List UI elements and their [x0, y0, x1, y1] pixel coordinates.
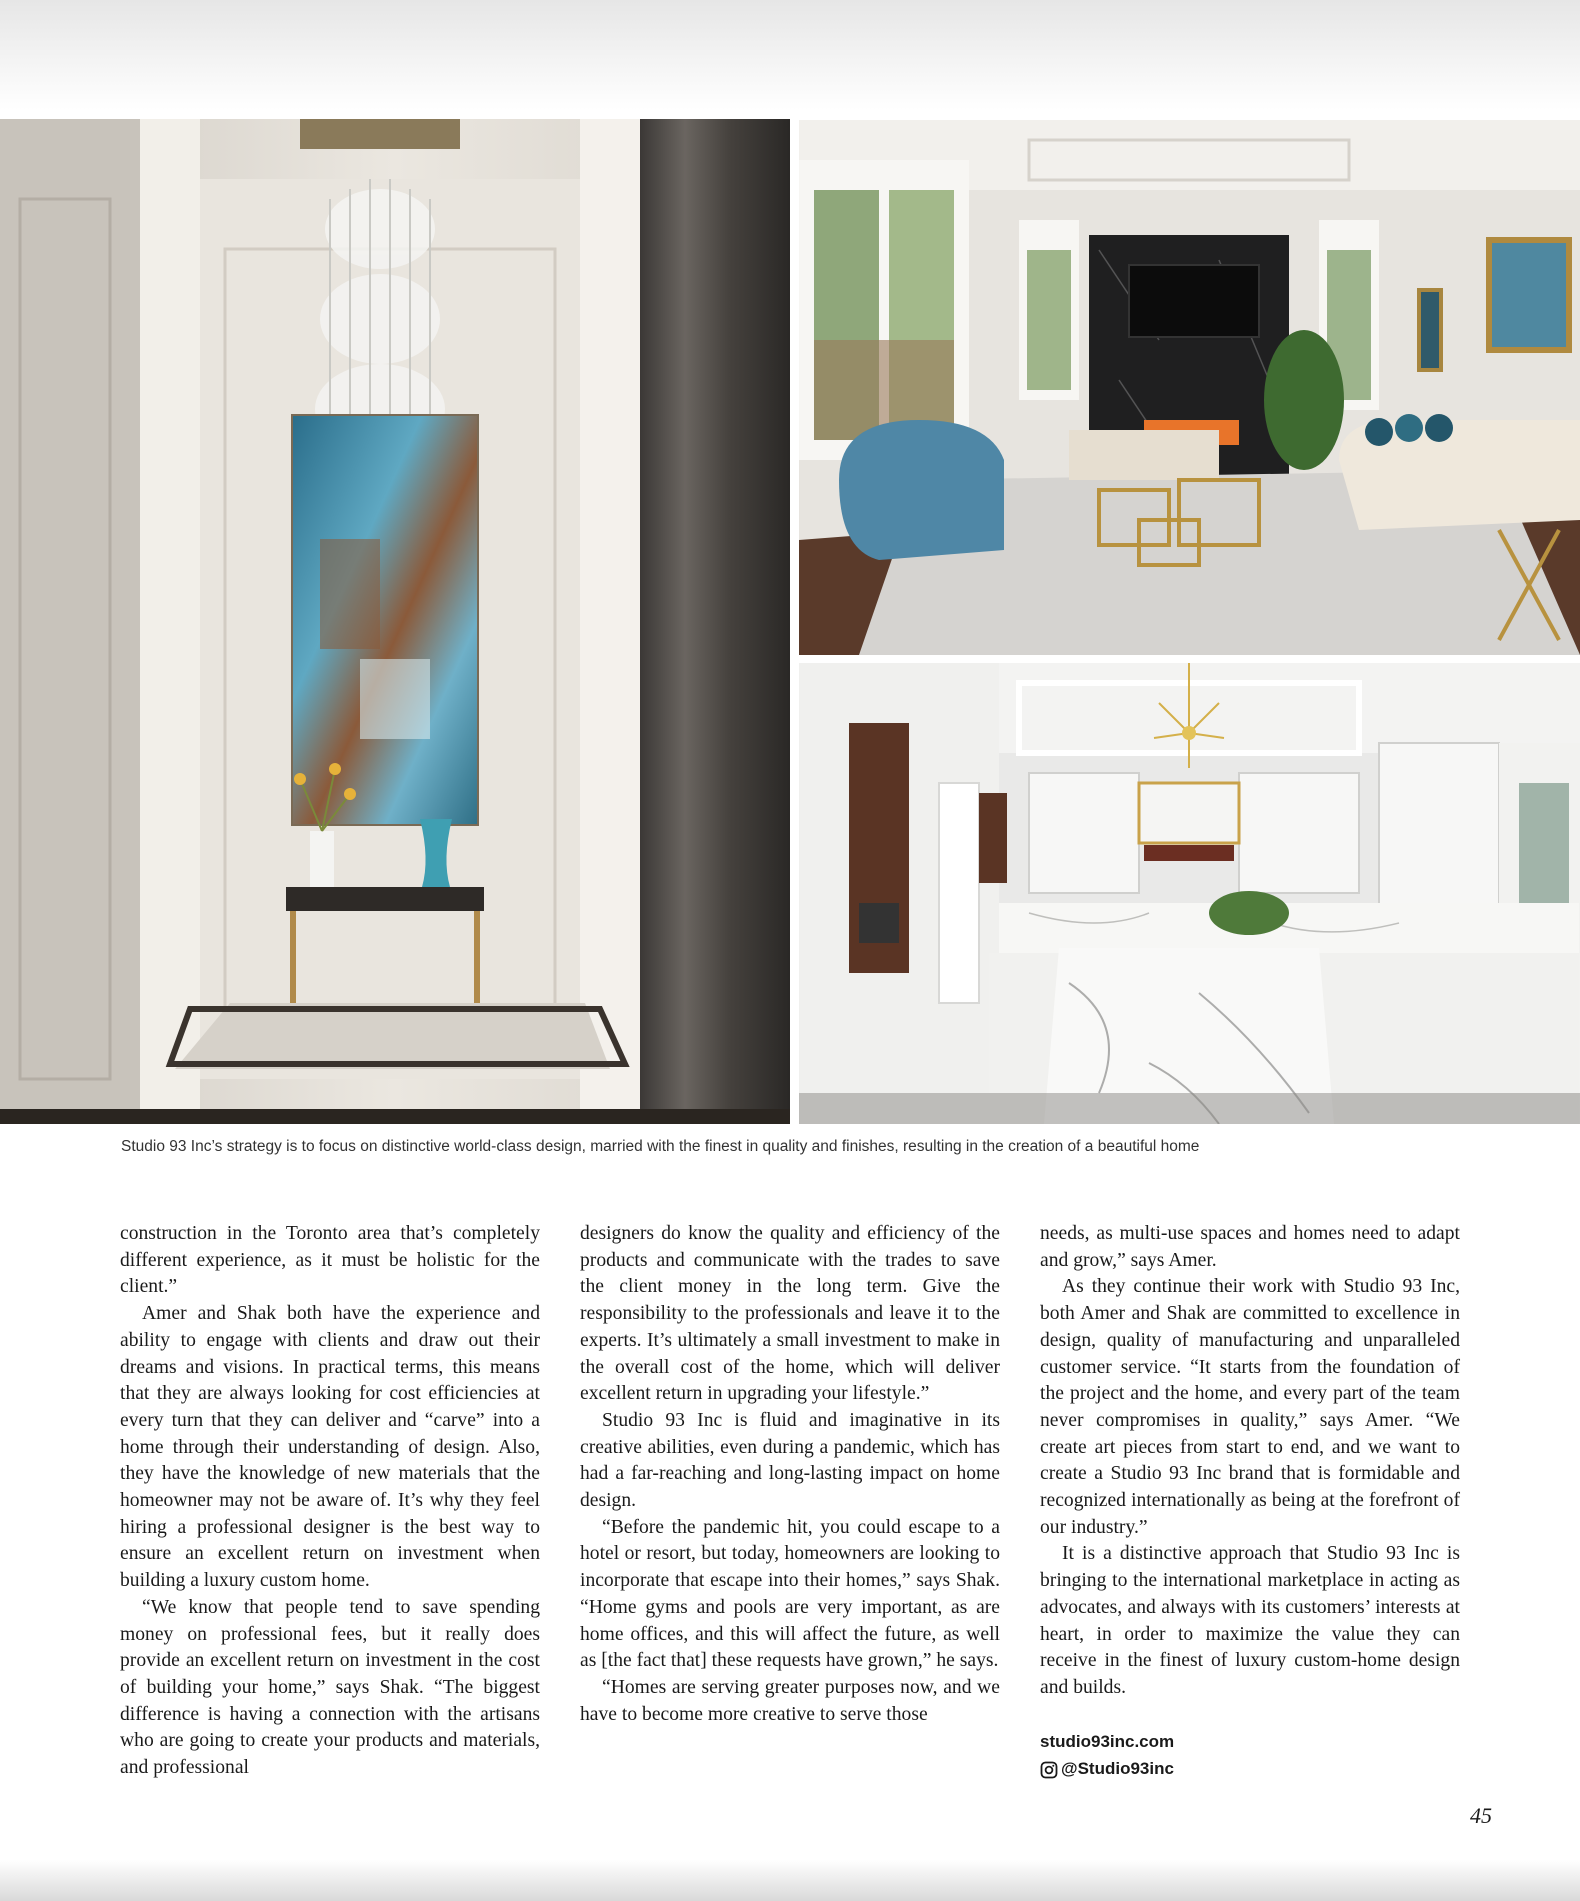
article-paragraph: Amer and Shak both have the experience and ability to engage with clients and draw out their dreams and visions. In practical terms, this means that they are always looking for cost efficiencies at every turn that they can deliver and “carve” into a home through their understanding of design. Also, they have the knowledge of new materials that the homeowner may not be aware of. It’s why they feel hiring a professional designer is the best way to ensure an excellent return on investment when building a luxury custom home. — [120, 1303, 540, 1592]
page-bottom-shadow — [0, 1860, 1580, 1901]
kitchen-photo — [799, 663, 1580, 1124]
article-paragraph: Studio 93 Inc is fluid and imaginative in its creative abilities, even during a pandemic, which has had a far-reaching and long-lasting impact on home design. — [580, 1409, 1000, 1512]
article-column-3 — [1040, 1221, 1460, 1702]
instagram-icon — [1040, 1760, 1058, 1778]
page-number: 45 — [1470, 1803, 1492, 1828]
article-column-2 — [580, 1221, 1000, 1728]
foyer-photo — [0, 119, 790, 1124]
article-paragraph: “Before the pandemic hit, you could escape to a hotel or resort, but today, homeowners are looking to incorporate that escape into their homes,” says Shak. “Home gyms and pools are very important, as are home offices, and this will affect the future, as well as [the fact that] these requests have grown,” he says. — [580, 1516, 1000, 1672]
article-paragraph: “Homes are serving greater purposes now, and we have to become more creative to serve those — [580, 1676, 1000, 1725]
photo-caption: Studio 93 Inc’s strategy is to focus on distinctive world-class design, married with the finest in quality and finishes, resulting in the creation of a beautiful home — [121, 1138, 1200, 1155]
article-paragraph: It is a distinctive approach that Studio 93 Inc is bringing to the international marketplace in acting as advocates, and always with its customers’ interests at heart, in order to maximize the value they can receive in the finest of luxury custom-home design and builds. — [1040, 1543, 1460, 1698]
living-room-photo — [799, 120, 1580, 655]
website-link[interactable]: studio93inc.com — [1040, 1732, 1175, 1751]
article-column-1 — [120, 1221, 540, 1782]
article-paragraph: As they continue their work with Studio 93 Inc, both Amer and Shak are committed to excellence in design, quality of manufacturing and unparalleled customer service. “It starts from the foundation of the project and the home, and every part of the team never compromises in quality,” says Amer. “We create art pieces from start to end, and we want to create a Studio 93 Inc brand that is formidable and recognized internationally as being at the forefront of our industry.” — [1040, 1276, 1460, 1538]
instagram-handle[interactable]: @Studio93inc — [1061, 1759, 1174, 1778]
article-paragraph: “We know that people tend to save spending money on professional fees, but it really does provide an excellent return on investment in the cost of building your home,” says Shak. “The biggest difference is having a connection with the artisans who are going to create your products and materials, and professional — [120, 1596, 540, 1779]
contact-info — [1040, 1728, 1174, 1782]
article-paragraph: construction in the Toronto area that’s completely different experience, as it must be holistic for the client.” — [120, 1223, 540, 1298]
article-paragraph: needs, as multi-use spaces and homes need to adapt and grow,” says Amer. — [1040, 1223, 1460, 1271]
article-paragraph: designers do know the quality and efficiency of the products and communicate with the trades to save the client money in the long term. Give the responsibility to the professionals and leave it to the experts. It’s ultimately a small investment to make in the overall cost of the home, which will deliver excellent return in upgrading your lifestyle.” — [580, 1223, 1000, 1405]
page-top-shadow — [0, 0, 1580, 110]
